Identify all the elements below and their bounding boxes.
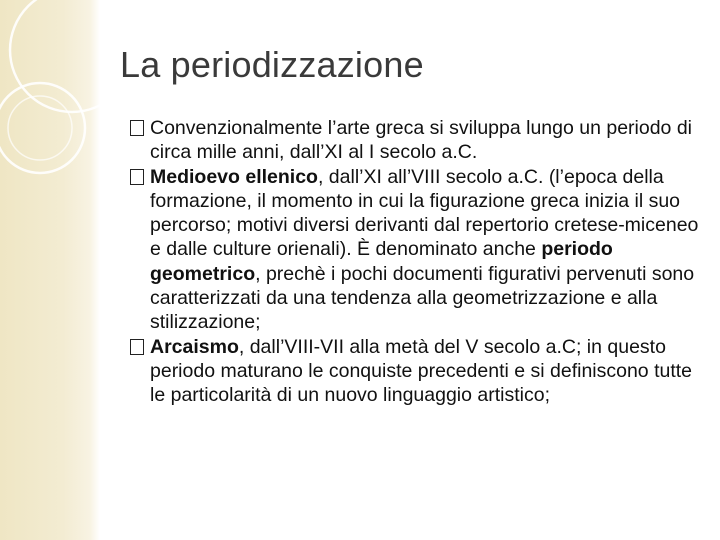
square-box-icon	[130, 120, 144, 136]
bullet-item-medioevo-ellenico	[130, 165, 705, 335]
bullet-bold-term: Medioevo ellenico	[150, 165, 318, 188]
bullet-text: Convenzionalmente l’arte greca si sviluppa lungo un periodo di circa mille anni, dall’XI al I secolo a.C.	[150, 117, 693, 164]
bullet-text: , dall’XI all’VIII secolo a.C. (l’epoca della formazione, il momento in cui la figurazione greca inizia il suo percorso; motivi diversi derivanti dal repertorio cretese-miceneo e dalle culture orienali). È denominato anche	[150, 165, 699, 261]
bullet-list	[130, 116, 705, 408]
bullet-item-arcaismo	[130, 335, 705, 408]
bullet-text: , prechè i pochi documenti figurativi pervenuti sono caratterizzati da una tendenza alla geometrizzazione e alla stilizzazione;	[150, 262, 695, 334]
bullet-text: , dall’VIII-VII alla metà del V secolo a.C; in questo periodo maturano le conquiste precedenti e si definiscono tutte le particolarità di un nuovo linguaggio artistico;	[150, 335, 693, 407]
square-box-icon	[130, 339, 144, 355]
bullet-bold-term: Arcaismo	[150, 335, 239, 358]
bullet-item-convenzionalmente	[130, 116, 705, 165]
square-box-icon	[130, 169, 144, 185]
slide-title: La periodizzazione	[120, 44, 424, 85]
bullet-bold-term: periodo geometrico	[150, 238, 613, 285]
